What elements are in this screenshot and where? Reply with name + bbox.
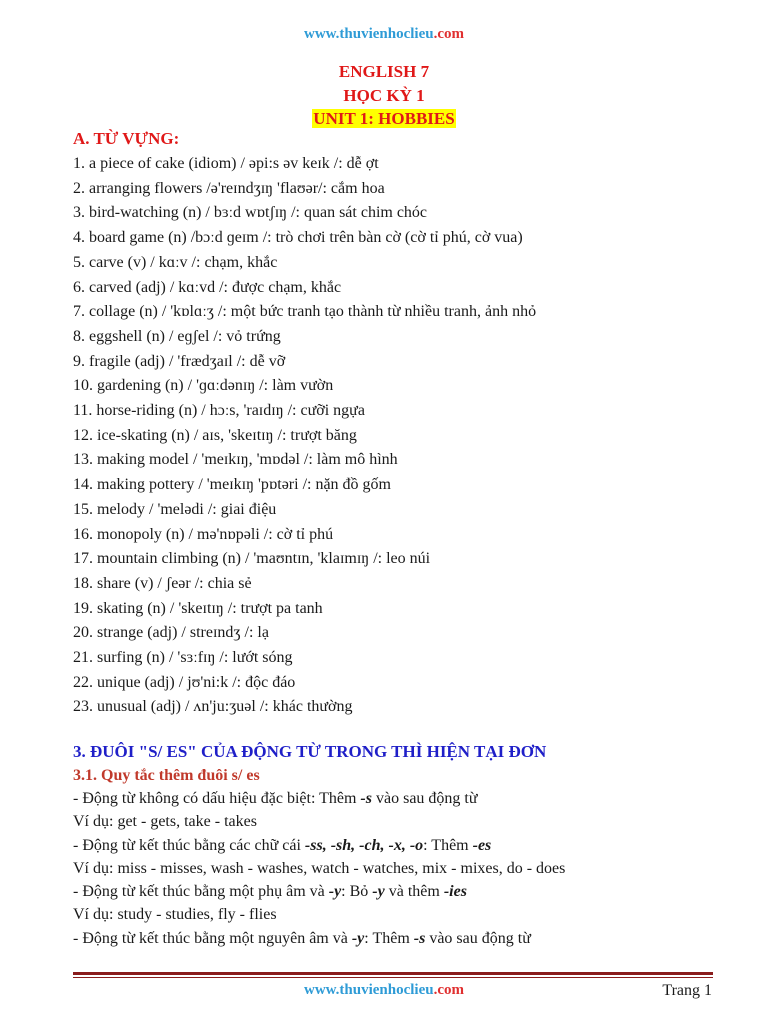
vocabulary-heading: A. TỪ VỰNG: [73, 129, 180, 148]
vocab-item: 5. carve (v) / kɑːv /: chạm, khắc [73, 253, 278, 271]
example-1: Ví dụ: get - gets, take - takes [73, 813, 257, 831]
rule-1-text: - Động từ không có dấu hiệu đặc biệt: Thêm [73, 790, 361, 807]
example-2: Ví dụ: miss - misses, wash - washes, watch - watches, mix - mixes, do - does [73, 859, 566, 877]
rule-3 [73, 880, 733, 903]
rule-2-text-mid: : Thêm [423, 836, 473, 854]
vocab-item: 6. carved (adj) / kɑːvd /: được chạm, khắc [73, 278, 342, 296]
vocab-item: 4. board game (n) /bɔːd ɡeɪm /: trò chơi trên bàn cờ (cờ tỉ phú, cờ vua) [73, 229, 523, 247]
vocab-item: 14. making pottery / 'meɪkɪŋ 'pɒtəri /: nặn đồ gốm [73, 476, 391, 494]
vocab-item: 20. strange (adj) / streɪndʒ /: lạ [73, 624, 269, 642]
vocab-item: 7. collage (n) / 'kɒlɑːʒ /: một bức tranh tạo thành từ nhiều tranh, ảnh nhỏ [73, 303, 537, 321]
grammar-section [73, 740, 733, 950]
vocab-item: 15. melody / 'melədi /: giai điệu [73, 500, 277, 518]
header-site-name: www.thuvienhoclieu [303, 26, 434, 42]
vocab-item: 21. surfing (n) / 'sɜːfɪŋ /: lướt sóng [73, 649, 293, 667]
vocab-item: 12. ice-skating (n) / aɪs, 'skeɪtɪŋ /: trượt băng [73, 426, 357, 444]
vocab-item: 3. bird-watching (n) / bɜːd wɒtʃɪŋ /: quan sát chim chóc [73, 204, 428, 222]
vocab-item: 10. gardening (n) / 'ɡɑːdənɪŋ /: làm vườn [73, 377, 334, 395]
vocab-item: 18. share (v) / ʃeər /: chia sẻ [73, 574, 252, 592]
footer-divider-thin [73, 977, 713, 978]
vocab-item: 16. monopoly (n) / mə'nɒpəli /: cờ tỉ phú [73, 525, 334, 543]
rule-3-removed: -y [372, 883, 385, 901]
rule-2-text: - Động từ kết thúc bằng các chữ cái [73, 836, 305, 854]
subject-title: ENGLISH 7 [338, 62, 430, 81]
footer-site-name: www.thuvienhoclieu [303, 982, 434, 998]
rule-3-text-mid2: và thêm [384, 883, 444, 901]
rule-4 [73, 927, 733, 950]
rule-3-text-mid: : Bỏ [341, 883, 373, 901]
vocab-item: 11. horse-riding (n) / hɔːs, 'raɪdɪŋ /: cưỡi ngựa [73, 402, 365, 420]
vocab-item: 9. fragile (adj) / 'frædʒaɪl /: dễ vỡ [73, 352, 286, 370]
rule-4-text-end: vào sau động từ [425, 929, 531, 947]
rule-4-text-mid: : Thêm [364, 929, 414, 947]
rule-3-suffix: -ies [443, 883, 467, 901]
rule-2-suffix: -es [472, 836, 492, 854]
rule-3-ending: -y [328, 883, 342, 901]
vocab-item: 19. skating (n) / 'skeɪtɪŋ /: trượt pa tanh [73, 599, 323, 617]
rule-4-suffix: -s [413, 929, 426, 947]
header-site-link[interactable] [0, 26, 768, 43]
vocab-item: 22. unique (adj) / jʊ'ni:k /: độc đáo [73, 673, 296, 691]
vocab-item: 1. a piece of cake (idiom) / əpi:s əv keɪk /: dễ ợt [73, 155, 379, 172]
rule-1-suffix: -s [360, 790, 372, 807]
vocab-item: 17. mountain climbing (n) / 'maʊntɪn, 'klaɪmɪŋ /: leo núi [73, 550, 431, 568]
rule-4-ending: -y [351, 929, 365, 947]
example-3: Ví dụ: study - studies, fly - flies [73, 906, 277, 924]
rule-3-text: - Động từ kết thúc bằng một phụ âm và [73, 883, 329, 901]
footer-divider [73, 972, 713, 975]
rule-4-text: - Động từ kết thúc bằng một nguyên âm và [73, 929, 352, 947]
grammar-subheading: 3.1. Quy tắc thêm đuôi s/ es [73, 767, 260, 784]
rule-1 [73, 787, 733, 810]
unit-title: UNIT 1: HOBBIES [313, 109, 455, 128]
vocabulary-section [73, 128, 733, 720]
vocab-item: 23. unusual (adj) / ʌn'ju:ʒuəl /: khác thường [73, 698, 353, 716]
vocab-item: 13. making model / 'meɪkɪŋ, 'mɒdəl /: làm mô hình [73, 451, 398, 469]
rule-1-text-end: vào sau động từ [371, 790, 478, 807]
semester-title: HỌC KỲ 1 [343, 85, 425, 105]
rule-2-endings: -ss, -sh, -ch, -x, -o [304, 836, 424, 854]
grammar-heading: 3. ĐUÔI "S/ ES" CỦA ĐỘNG TỪ TRONG THÌ HIỆN TẠI ĐƠN [73, 742, 547, 761]
title-block [0, 60, 768, 131]
page-number: Trang 1 [662, 982, 712, 999]
footer-site-link[interactable] [0, 982, 768, 999]
vocabulary-list [73, 152, 733, 720]
vocab-item: 2. arranging flowers /ə'reɪndʒɪŋ 'flaʊər/: cắm hoa [73, 179, 385, 197]
footer-site-tld: .com [433, 982, 464, 998]
vocab-item: 8. eggshell (n) / eɡʃel /: vỏ trứng [73, 327, 281, 345]
header-site-tld: .com [433, 26, 464, 42]
rule-2 [73, 834, 733, 857]
